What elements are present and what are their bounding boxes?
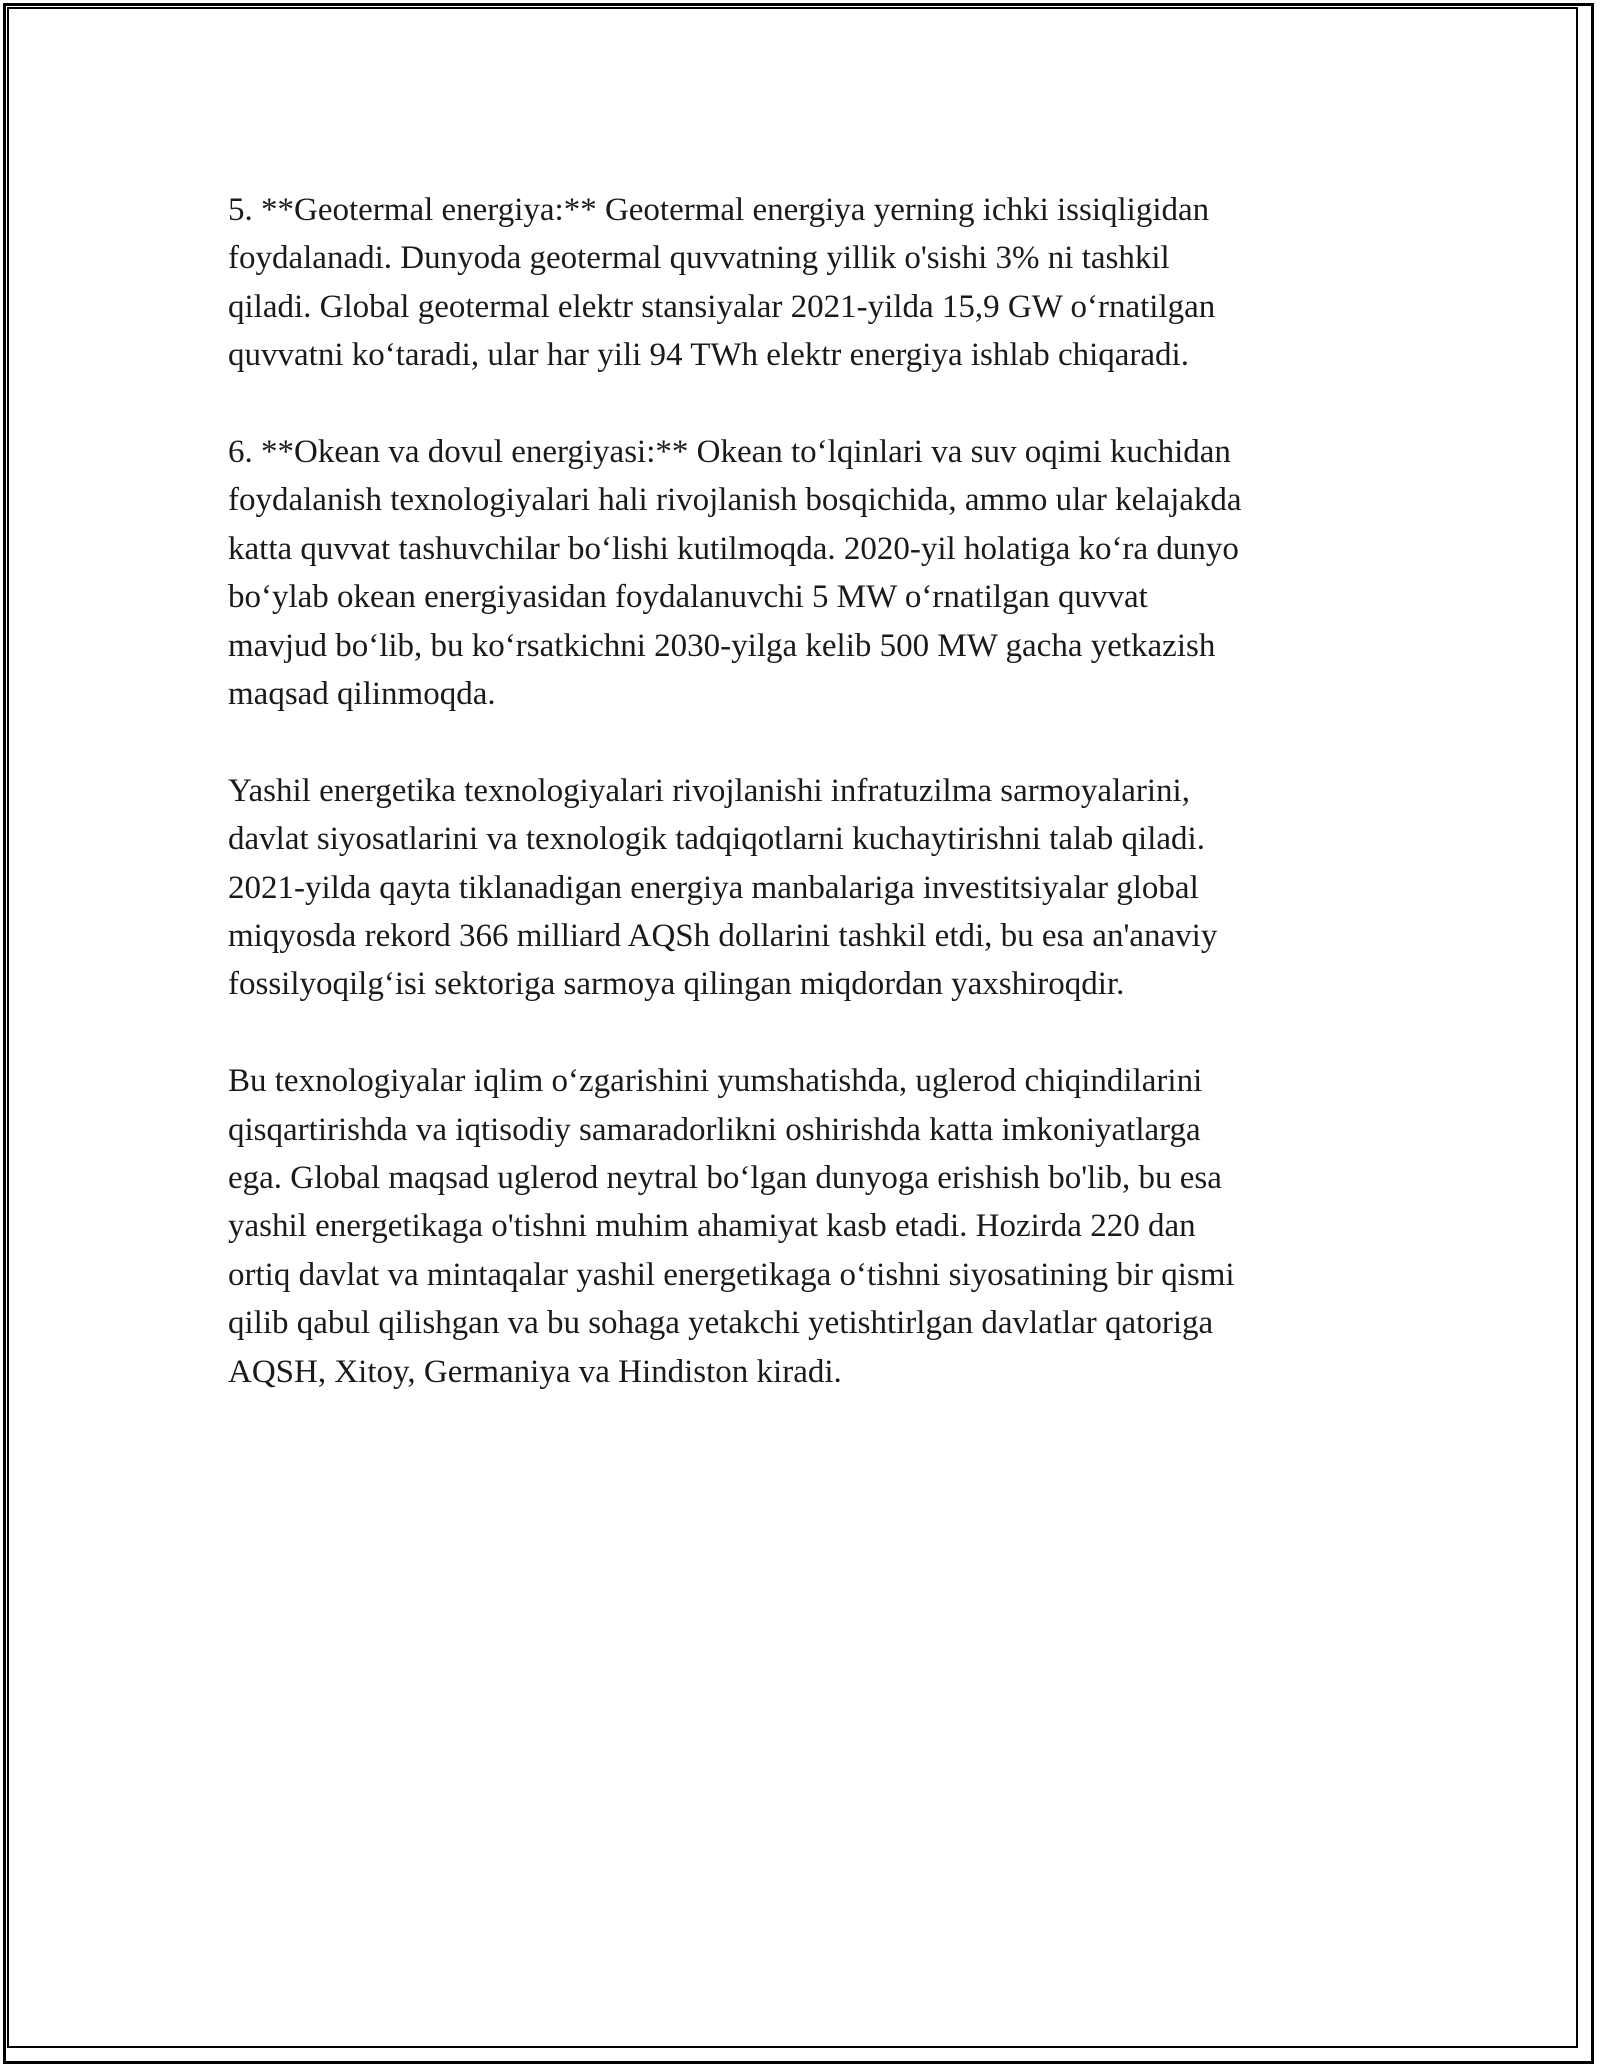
- text-line: davlat siyosatlarini va texnologik tadqiqotlarni kuchaytirishni talab qiladi.: [228, 821, 1205, 858]
- text-line: AQSH, Xitoy, Germaniya va Hindiston kiradi.: [228, 1353, 842, 1390]
- paragraph-ocean: [228, 428, 1368, 718]
- text-line: foydalanadi. Dunyoda geotermal quvvatning yillik o'sishi 3% ni tashkil: [228, 240, 1170, 277]
- text-line: 6. **Okean va dovul energiyasi:** Okean toʻlqinlari va suv oqimi kuchidan: [228, 434, 1231, 471]
- text-line: maqsad qilinmoqda.: [228, 676, 496, 713]
- text-line: foydalanish texnologiyalari hali rivojlanish bosqichida, ammo ular kelajakda: [228, 482, 1242, 519]
- text-line: qiladi. Global geotermal elektr stansiyalar 2021-yilda 15,9 GW oʻrnatilgan: [228, 288, 1216, 325]
- text-line: fossilyoqilgʻisi sektoriga sarmoya qilingan miqdordan yaxshiroqdir.: [228, 966, 1125, 1003]
- text-line: boʻylab okean energiyasidan foydalanuvchi 5 MW oʻrnatilgan quvvat: [228, 579, 1148, 616]
- text-line: ega. Global maqsad uglerod neytral boʻlgan dunyoga erishish bo'lib, bu esa: [228, 1160, 1222, 1197]
- text-line: 2021-yilda qayta tiklanadigan energiya manbalariga investitsiyalar global: [228, 869, 1199, 906]
- text-line: qisqartirishda va iqtisodiy samaradorlikni oshirishda katta imkoniyatlarga: [228, 1111, 1201, 1148]
- paragraph-investment: [228, 767, 1368, 1009]
- text-line: yashil energetikaga o'tishni muhim ahamiyat kasb etadi. Hozirda 220 dan: [228, 1208, 1196, 1245]
- text-line: katta quvvat tashuvchilar boʻlishi kutilmoqda. 2020-yil holatiga koʻra dunyo: [228, 530, 1239, 567]
- text-line: 5. **Geotermal energiya:** Geotermal energiya yerning ichki issiqligidan: [228, 192, 1210, 228]
- paragraph-climate: [228, 1057, 1368, 1396]
- paragraph-geothermal: [228, 186, 1368, 380]
- text-line: quvvatni koʻtaradi, ular har yili 94 TWh elektr energiya ishlab chiqaradi.: [228, 337, 1189, 374]
- text-line: qilib qabul qilishgan va bu sohaga yetakchi yetishtirlgan davlatlar qatoriga: [228, 1305, 1214, 1342]
- text-line: Bu texnologiyalar iqlim oʻzgarishini yumshatishda, uglerod chiqindilarini: [228, 1063, 1203, 1100]
- text-line: mavjud boʻlib, bu koʻrsatkichni 2030-yilga kelib 500 MW gacha yetkazish: [228, 627, 1216, 664]
- text-line: ortiq davlat va mintaqalar yashil energetikaga oʻtishni siyosatining bir qismi: [228, 1256, 1235, 1293]
- text-line: Yashil energetika texnologiyalari rivojlanishi infratuzilma sarmoyalarini,: [228, 772, 1190, 809]
- text-line: miqyosda rekord 366 milliard AQSh dollarini tashkil etdi, bu esa an'anaviy: [228, 918, 1218, 955]
- document-body: [228, 186, 1368, 1445]
